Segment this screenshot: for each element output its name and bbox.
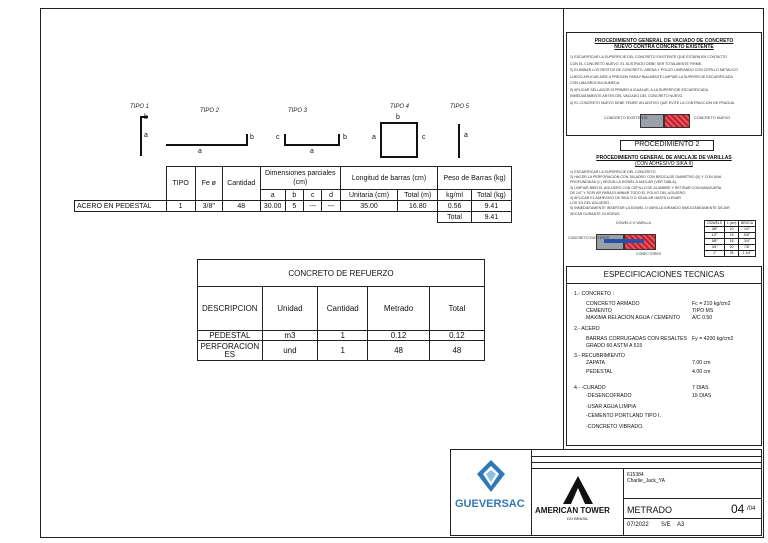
spec-value: TIPO MS [692, 308, 714, 314]
header-cantidad2: Cantidad [318, 287, 368, 331]
mini-table-cell: 15 [725, 233, 739, 239]
tb-rule-5 [531, 456, 762, 457]
mini-table-cell: 20 [725, 245, 739, 251]
spec-value: 15 DIAS [692, 393, 712, 399]
label-dowel: DOWELS O VARILLA [616, 221, 651, 225]
row-b: 5 [285, 201, 303, 212]
type-1-dim-a: a [144, 132, 148, 139]
spec-item: -USAR AGUA LIMPIA [586, 404, 637, 410]
procedure-line: SECAR DURANTE 24 HORAS. [570, 211, 621, 216]
mini-table-cell: 3/4" [739, 239, 756, 245]
type-5-label: TIPO 5 [450, 104, 470, 110]
procedure-line: LOS 2/3 DEL AGUJERO. [570, 201, 611, 206]
tb-rule-6 [531, 462, 762, 463]
header-b: b [285, 190, 303, 201]
client-subtitle: DO BRASIL [567, 516, 589, 521]
row1-cantidad: 1 [318, 331, 368, 341]
table-row [705, 245, 756, 251]
row1-unidad: m3 [262, 331, 318, 341]
spec-item: 3.- RECUBRIMIENTO [574, 353, 625, 359]
row2-total: 48 [429, 341, 484, 361]
guever-logo-icon [477, 460, 505, 492]
header-longitud: Longitud de barras [351, 174, 411, 182]
spec-title: ESPECIFICACIONES TECNICAS [603, 270, 725, 279]
row-a: 30.00 [260, 201, 285, 212]
label-concreto-existente: CONCRETO EXISTENTE [604, 116, 648, 120]
type-1-shape [140, 116, 142, 156]
type-3-right-leg [338, 134, 340, 146]
table-row [705, 227, 756, 233]
header-total-m: Total (m) [398, 190, 438, 201]
type-4-label: TIPO 4 [390, 104, 410, 110]
type-2-dim-a: a [198, 148, 202, 155]
row-total-kg: 9.41 [471, 201, 511, 212]
procedure-line: 4) APLICAR EL ADHESIVO DE SIKA O O IGUALAR HASTA LLENAR [570, 196, 681, 200]
total-value: 9.41 [471, 212, 511, 223]
mini-table-cell: 3/4" [705, 245, 725, 251]
spec-item: ZAPATA [586, 360, 606, 366]
spec-value: Fc = 210 kg/cm2 [692, 301, 731, 307]
spec-item: CONCRETO ARMADO [586, 301, 640, 307]
mini-table-cell: 5/8" [739, 233, 756, 239]
row2-desc: PERFORACIONES [198, 341, 263, 361]
tb-header-rule [531, 468, 762, 469]
header-descripcion: DESCRIPCION [198, 287, 263, 331]
procedure-line: 5) INMEDIATAMENTE INSERTAR LA DOWEL O VARILLA GIRANDO SIMULTANEAMENTE DEJAR [570, 206, 730, 211]
site-code: 615384 [627, 472, 644, 478]
row2-metrado: 48 [368, 341, 429, 361]
concrete-table-title: CONCRETO DE REFUERZO [198, 260, 485, 287]
table-row [705, 251, 756, 257]
table-row [75, 201, 512, 212]
mini-table-header: DOWELS [705, 221, 725, 227]
table-row [705, 239, 756, 245]
spec-item: BARRAS CORRUGADAS CON RESALTES [586, 336, 688, 342]
procedure-line: CON UNA BROCHA HUMEDA. [570, 81, 621, 85]
type-4-dim-c: c [422, 134, 426, 141]
panel-divider [563, 8, 564, 449]
header-tipo: TIPO [166, 167, 195, 201]
proc2-title: PROCEDIMIENTO GENERAL DE ANCLAJE DE VARILLAS [596, 155, 732, 161]
label-concreto-nuevo: CONCRETO NUEVO [694, 116, 731, 120]
header-total-kg: Total (kg) [471, 190, 511, 201]
concrete-table [197, 259, 485, 361]
header-total: Total [429, 287, 484, 331]
row-name: ACERO EN PEDESTAL [75, 201, 167, 212]
mini-table-cell: 1/2" [739, 227, 756, 233]
concrete-new-block [664, 114, 690, 128]
site-name: Charlie_Jack_YA [627, 478, 665, 484]
row1-total: 0.12 [429, 331, 484, 341]
type-2-label: TIPO 2 [200, 108, 220, 114]
row-d: --- [322, 201, 340, 212]
american-tower-logo-icon [563, 476, 593, 504]
row1-metrado: 0.12 [368, 331, 429, 341]
row2-cantidad: 1 [318, 341, 368, 361]
procedure-line: LUEGO APLICAR AIRE A PRESION PARA FINALMENTE LIMPIAR LA SUPERFICIE ESCARIFICADA [570, 74, 733, 79]
procedure-line: PROFUNDIDAD (L) SEGUN LA DOWEL A ANCLAR (VER TABLA). [570, 180, 677, 185]
table-row [198, 341, 485, 361]
row-cantidad: 48 [222, 201, 260, 212]
row-fe: 3/8" [195, 201, 222, 212]
title-block [450, 449, 762, 536]
type-1-dim-b: b [144, 114, 148, 121]
header-c: c [304, 190, 322, 201]
mini-table-cell: 1" [705, 251, 725, 257]
table-row [198, 331, 485, 341]
header-kgml: kg/ml [438, 190, 472, 201]
type-5-dim-a: a [464, 132, 468, 139]
dowel-diagram [596, 230, 656, 250]
bar-types-strip [128, 104, 504, 164]
spec-value: 4.00 cm [692, 369, 711, 375]
label-conectores: CONECTORES [636, 252, 662, 256]
mini-table-header: BROCA [739, 221, 756, 227]
header-unitaria: Unitaria (cm) [340, 190, 397, 201]
header-peso: Peso de Barras (kg) [438, 167, 512, 190]
sheet-date: 07/2022 [627, 522, 649, 528]
proc2-subtitle: (CON ADHESIVO SIKA II) [634, 161, 694, 167]
type-3-dim-c: c [276, 134, 280, 141]
header-unidad: Unidad [262, 287, 318, 331]
mini-table-cell: 10 [725, 227, 739, 233]
header-fe: Fe ø [195, 167, 222, 201]
row1-desc: PEDESTAL [198, 331, 263, 341]
spec-value: A/C 0.50 [692, 315, 713, 321]
spec-value: 7.00 cm [692, 360, 711, 366]
mini-table-cell: 7/8" [739, 245, 756, 251]
type-3-label: TIPO 3 [288, 108, 308, 114]
spec-item: 1.- CONCRETO : [574, 291, 614, 297]
procedure-line: 3) APLICAR SELLADOR SI PRIMER A IGUALAR, A LA SUPERFICIE ESCARIFICADA [570, 87, 709, 92]
procedure-line: CON EL CONCRETO NUEVO. EL SUSTRATO DEBE SER TOTALMENTE FIRME. [570, 61, 703, 66]
procedure-line: DE 1/4" Y SOPLAR PARA ELIMINAR TODO EL POLVO DEL AGUJERO. [570, 190, 687, 195]
header-cantidad: Cantidad [222, 167, 260, 201]
type-5-shape [458, 124, 460, 158]
spec-item: -CEMENTO PORTLAND TIPO I. [586, 413, 661, 419]
spec-value: Fy = 4200 kg/cm2 [692, 336, 734, 342]
procedure-line: 1) ESCARIFICAR LA SUPERFICIE DEL CONCRETO EXISTENTE QUE ESTARA EN CONTACTO [570, 55, 727, 59]
type-2-shape [166, 144, 248, 146]
spec-item: MAXIMA RELACION AGUA / CEMENTO [586, 315, 680, 321]
procedure-line: 2) HACER LA PERFORACION CON TALADRO CON BROCA DE DIAMETRO (D) Y CON UNA [570, 175, 722, 180]
type-4-dim-b: b [396, 114, 400, 121]
dowel-bar [604, 239, 644, 243]
header-a: a [260, 190, 285, 201]
mini-table-cell: 1 1/4" [739, 251, 756, 257]
sheet-title: METRADO [627, 505, 672, 515]
spec-value: 7 DIAS [692, 385, 709, 391]
total-label: Total [438, 212, 472, 223]
type-4-shape [380, 122, 418, 158]
steel-quantities-table [74, 166, 512, 223]
sheet-number: 04 [731, 502, 745, 516]
mini-table-cell: 3/8" [705, 227, 725, 233]
spec-item: 4.- -CURADO [574, 385, 606, 391]
spec-item: -CONCRETO VIBRADO. [586, 424, 644, 430]
row-tipo: 1 [166, 201, 195, 212]
client-name: AMERICAN TOWER [535, 506, 610, 515]
proc1-subtitle: NUEVO CONTRA CONCRETO EXISTENTE [614, 44, 714, 50]
procedure-line: 3) LIMPIAR BIEN EL AGUJERO CON CEPILLO DE ALAMBRE Y RETIRAR CON MANGUERA [570, 185, 722, 190]
tb-rule-3 [623, 498, 762, 499]
row-unitaria: 35.00 [340, 201, 397, 212]
type-3-left-leg [284, 134, 286, 146]
procedure-line: INMEDIATAMENTE ANTES DEL VACIADO DEL CONCRETO NUEVO. [570, 94, 684, 98]
header-longitud-unit: (cm) [412, 174, 427, 182]
row-c: --- [304, 201, 322, 212]
type-2-hook [246, 134, 248, 146]
mini-table-cell: 5/8" [705, 239, 725, 245]
type-3-dim-b: b [343, 134, 347, 141]
company-name: GUEVERSAC [455, 498, 525, 510]
spec-item: -DESENCOFRADO [586, 393, 632, 399]
type-1-label: TIPO 1 [130, 104, 150, 110]
sheet-total: /04 [747, 506, 756, 512]
mini-table-cell: 1/2" [705, 233, 725, 239]
mini-table-cell: 25 [725, 251, 739, 257]
spec-item: GRADO 60 ASTM A 615 [586, 343, 643, 349]
type-3-dim-a: a [310, 148, 314, 155]
sheet-size: A3 [677, 522, 685, 528]
header-d: d [322, 190, 340, 201]
header-metrado: Metrado [368, 287, 429, 331]
row-total-m: 16.80 [398, 201, 438, 212]
proc1-title: PROCEDIMIENTO GENERAL DE VACIADO DE CONCRETO [594, 38, 734, 44]
table-row [705, 233, 756, 239]
tb-divider-2 [623, 468, 624, 536]
dowel-mini-table [704, 220, 756, 257]
header-dimensiones: Dimensiones parciales (cm) [260, 167, 340, 190]
procedure-line: 4) EL CONCRETO NUEVO DEBE TENER UN ADITIVO QUE EVITE LA CONTRACCION DE FRAGUA. [570, 100, 736, 105]
spec-item: CEMENTO [586, 308, 612, 314]
procedure-line: 1) ESCARIFICAR LA SUPERFICIE DEL CONCRETO. [570, 170, 657, 174]
row2-unidad: und [262, 341, 318, 361]
spec-item: 2.- ACERO [574, 326, 600, 332]
type-4-dim-a: a [372, 134, 376, 141]
type-3-shape [284, 144, 340, 146]
label-concreto-existente-2: CONCRETO EXISTENTE [568, 236, 610, 240]
spec-title-rule [566, 283, 762, 284]
sheet-scale: S/E [661, 522, 671, 528]
tb-rule-4 [623, 518, 762, 519]
procedure-line: 2) ELIMINAR LOS RESTOS DE CONCRETO, ARENA Y POLVO LIMPIANDO CON CEPILLO METALICO [570, 68, 738, 72]
type-2-dim-b: b [250, 134, 254, 141]
mini-table-cell: 18 [725, 239, 739, 245]
proc2-box-label: PROCEDIMIENTO 2 [634, 141, 700, 148]
mini-table-header: L (cm) [725, 221, 739, 227]
spec-item: PEDESTAL [586, 369, 613, 375]
row-kgml: 0.56 [438, 201, 472, 212]
